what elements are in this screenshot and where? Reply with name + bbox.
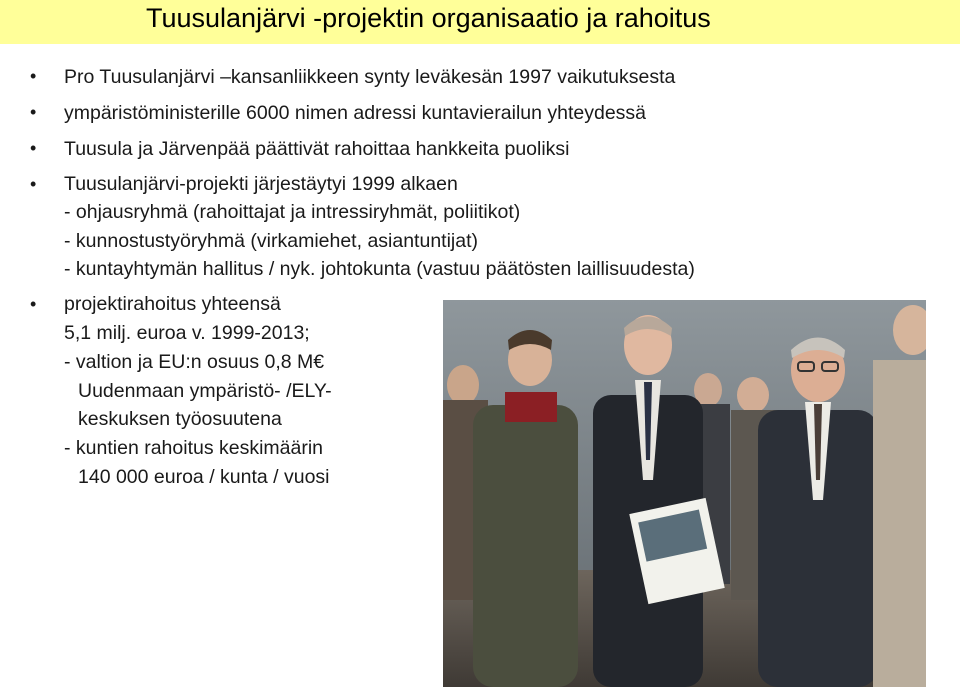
list-item: - ohjausryhmä (rahoittajat ja intressiryhmät, poliitikot) xyxy=(64,201,521,223)
list-item: - valtion ja EU:n osuus 0,8 M€ xyxy=(64,351,325,373)
group-photo-illustration xyxy=(443,300,926,687)
list-item: Pro Tuusulanjärvi –kansanliikkeen synty leväkesän 1997 vaikutuksesta xyxy=(64,66,676,88)
list-item: 140 000 euroa / kunta / vuosi xyxy=(78,466,330,488)
list-item: Tuusula ja Järvenpää päättivät rahoittaa hankkeita puoliksi xyxy=(64,138,570,160)
list-item: keskuksen työosuutena xyxy=(78,408,282,430)
list-item: Uudenmaan ympäristö- /ELY- xyxy=(78,380,332,402)
list-item: - kuntien rahoitus keskimäärin xyxy=(64,437,324,459)
list-item: - kunnostustyöryhmä (virkamiehet, asiantuntijat) xyxy=(64,230,479,252)
list-item: Tuusulanjärvi-projekti järjestäytyi 1999 alkaen xyxy=(64,173,458,195)
list-item: projektirahoitus yhteensä xyxy=(64,293,281,315)
list-item: ympäristöministerille 6000 nimen adressi kuntavierailun yhteydessä xyxy=(64,102,647,124)
list-item: - kuntayhtymän hallitus / nyk. johtokunta (vastuu päätösten laillisuudesta) xyxy=(64,258,695,280)
bullet-marker: • xyxy=(30,294,37,314)
list-item: 5,1 milj. euroa v. 1999-2013; xyxy=(64,322,310,344)
group-photo xyxy=(443,300,926,687)
bullet-marker: • xyxy=(30,66,37,86)
bullet-marker: • xyxy=(30,138,37,158)
bullet-marker: • xyxy=(30,102,37,122)
bullet-marker: • xyxy=(30,174,37,194)
page-title: Tuusulanjärvi -projektin organisaatio ja rahoitus xyxy=(146,3,711,33)
